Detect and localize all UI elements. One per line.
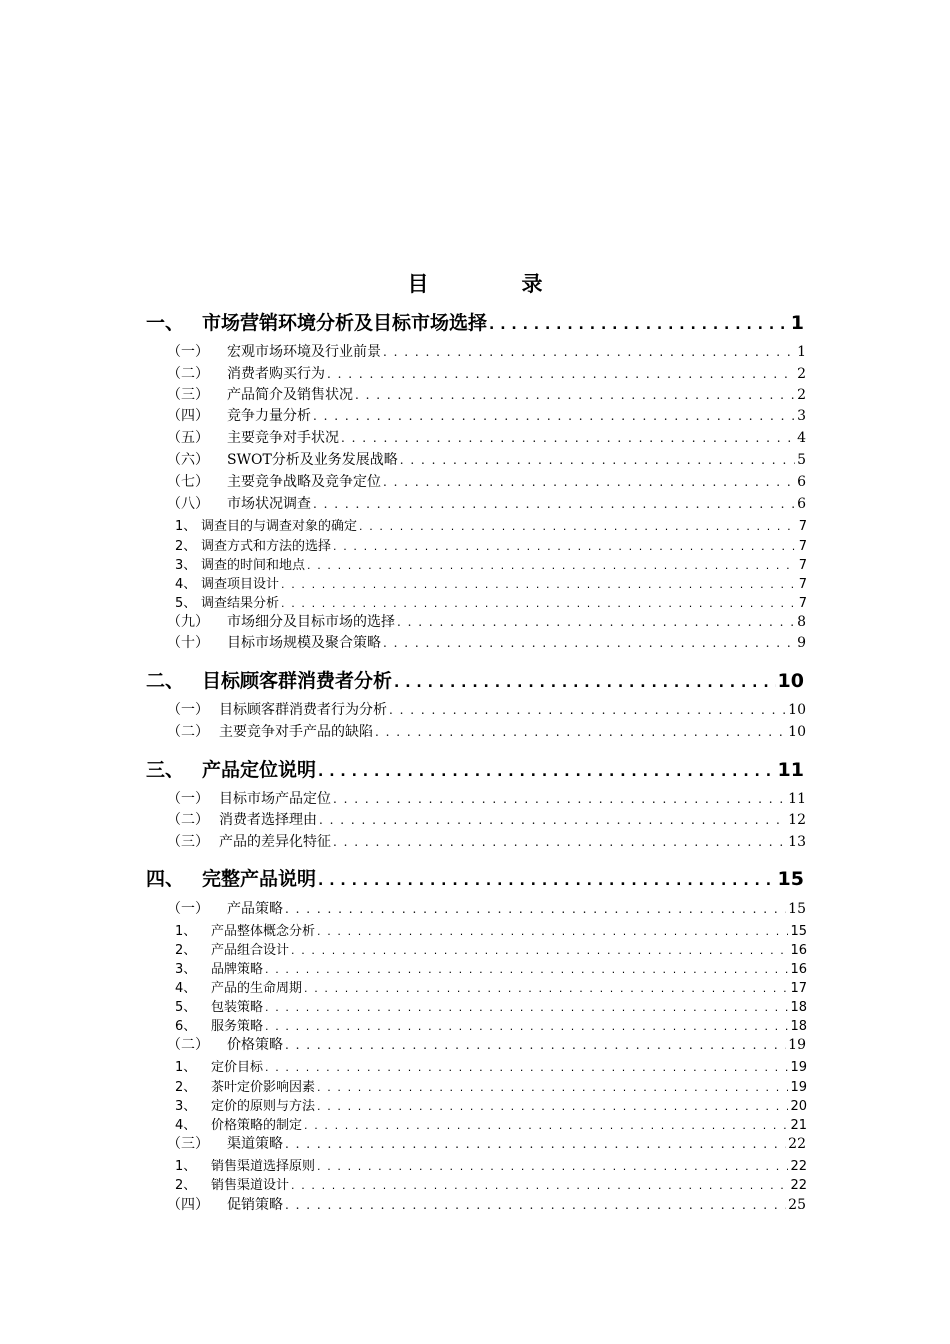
toc-entry-number: （八） — [167, 496, 209, 512]
toc-section-entry[interactable] — [167, 898, 806, 919]
toc-chapter-entry[interactable] — [146, 666, 804, 692]
toc-entry-title: 市场细分及目标市场的选择 — [227, 614, 395, 630]
toc-entry-number: 6、 — [175, 1019, 197, 1034]
toc-dot-leader — [489, 317, 789, 333]
toc-entry-number: （七） — [167, 474, 209, 490]
toc-entry-number: 3、 — [175, 558, 197, 573]
toc-page-number: 10 — [788, 702, 806, 718]
toc-entry-number: （五） — [167, 430, 209, 446]
toc-dot-leader — [318, 873, 776, 889]
toc-subsection-entry[interactable] — [175, 535, 807, 554]
toc-subsection-entry[interactable] — [175, 996, 807, 1015]
toc-dot-leader — [333, 540, 797, 553]
toc-page-number: 19 — [790, 1060, 807, 1075]
toc-page-number: 10 — [777, 670, 804, 692]
toc-dot-leader — [341, 431, 795, 445]
toc-section-entry[interactable] — [167, 427, 806, 448]
toc-entry-number: 四、 — [146, 868, 185, 890]
toc-page-number: 15 — [788, 901, 806, 917]
toc-entry-number: 4、 — [175, 577, 197, 592]
toc-entry-number: 2、 — [175, 1178, 197, 1193]
toc-section-entry[interactable] — [167, 384, 806, 405]
toc-dot-leader — [317, 925, 788, 938]
toc-dot-leader — [389, 703, 786, 717]
toc-section-entry[interactable] — [167, 831, 806, 852]
toc-entry-number: 1、 — [175, 1159, 197, 1174]
toc-entry-number: 一、 — [146, 312, 185, 334]
toc-entry-number: （二） — [167, 366, 209, 382]
toc-dot-leader — [285, 1137, 786, 1151]
toc-entry-number: （四） — [167, 1197, 209, 1213]
toc-entry-number: 三、 — [146, 759, 185, 781]
toc-page-number: 6 — [797, 496, 806, 512]
toc-entry-number: （四） — [167, 408, 209, 424]
toc-entry-title: 产品简介及销售状况 — [227, 387, 353, 403]
toc-page-number: 5 — [797, 452, 806, 468]
toc-entry-title: 调查结果分析 — [201, 596, 280, 611]
toc-dot-leader — [265, 1001, 788, 1014]
toc-section-entry[interactable] — [167, 493, 806, 514]
toc-entry-title: 市场状况调查 — [227, 496, 311, 512]
toc-page-number: 1 — [797, 344, 806, 360]
toc-subsection-entry[interactable] — [175, 1114, 807, 1133]
toc-page-number: 13 — [788, 834, 806, 850]
toc-page-number: 4 — [797, 430, 806, 446]
toc-entry-title: 渠道策略 — [227, 1136, 283, 1152]
toc-dot-leader — [319, 813, 786, 827]
toc-section-entry[interactable] — [167, 699, 806, 720]
toc-entry-title: 产品策略 — [227, 901, 283, 917]
toc-section-entry[interactable] — [167, 1194, 806, 1215]
toc-page-number: 15 — [790, 924, 807, 939]
toc-entry-title: 定价目标 — [211, 1060, 264, 1075]
toc-entry-title: 品牌策略 — [211, 962, 264, 977]
toc-entry-title: 主要竞争对手产品的缺陷 — [219, 724, 373, 740]
toc-page-number: 7 — [798, 519, 807, 534]
toc-chapter-entry[interactable] — [146, 755, 804, 781]
toc-dot-leader — [317, 1160, 788, 1173]
toc-entry-number: 3、 — [175, 962, 197, 977]
toc-page-number: 16 — [790, 943, 807, 958]
toc-entry-number: （三） — [167, 834, 209, 850]
toc-page-number: 10 — [788, 724, 806, 740]
toc-entry-number: （六） — [167, 452, 209, 468]
toc-page-number: 7 — [798, 577, 807, 592]
toc-page-number: 2 — [797, 387, 806, 403]
toc-entry-title: 调查的时间和地点 — [201, 558, 306, 573]
toc-entry-number: 二、 — [146, 670, 185, 692]
toc-page-number: 6 — [797, 474, 806, 490]
toc-entry-title: SWOT分析及业务发展战略 — [227, 452, 398, 468]
toc-entry-title: 价格策略的制定 — [211, 1118, 303, 1133]
toc-page-number: 2 — [797, 366, 806, 382]
toc-entry-number: 2、 — [175, 943, 197, 958]
toc-page-number: 22 — [790, 1178, 807, 1193]
toc-entry-number: 3、 — [175, 1099, 197, 1114]
toc-page-number: 17 — [790, 981, 807, 996]
toc-dot-leader — [383, 636, 795, 650]
toc-entry-number: 1、 — [175, 1060, 197, 1075]
toc-dot-leader — [318, 764, 776, 780]
toc-section-entry[interactable] — [167, 1034, 806, 1055]
toc-entry-number: 1、 — [175, 924, 197, 939]
toc-entry-title: 完整产品说明 — [202, 868, 317, 890]
toc-page-number: 22 — [790, 1159, 807, 1174]
toc-dot-leader — [359, 520, 797, 533]
toc-entry-title: 目标市场产品定位 — [219, 791, 331, 807]
toc-entry-number: （十） — [167, 635, 209, 651]
toc-entry-title: 市场营销环境分析及目标市场选择 — [202, 312, 488, 334]
toc-page-number: 7 — [798, 539, 807, 554]
toc-dot-leader — [383, 345, 795, 359]
toc-section-entry[interactable] — [167, 449, 806, 470]
toc-dot-leader — [285, 1038, 786, 1052]
toc-subsection-entry[interactable] — [175, 939, 807, 958]
toc-entry-title: 目标顾客群消费者行为分析 — [219, 702, 387, 718]
toc-page-number: 19 — [788, 1037, 806, 1053]
toc-section-entry[interactable] — [167, 721, 806, 742]
toc-dot-leader — [397, 615, 795, 629]
toc-page-number: 7 — [798, 558, 807, 573]
toc-dot-leader — [304, 1119, 788, 1132]
toc-entry-title: 目标市场规模及聚合策略 — [227, 635, 381, 651]
toc-dot-leader — [265, 963, 788, 976]
toc-subsection-entry[interactable] — [175, 592, 807, 611]
toc-section-entry[interactable] — [167, 363, 806, 384]
toc-entry-title: 产品定位说明 — [202, 759, 317, 781]
toc-page-number: 18 — [790, 1000, 807, 1015]
toc-section-entry[interactable] — [167, 809, 806, 830]
toc-dot-leader — [333, 792, 786, 806]
toc-page-number: 25 — [788, 1197, 806, 1213]
toc-entry-number: （二） — [167, 812, 209, 828]
toc-page-number: 8 — [797, 614, 806, 630]
toc-entry-title: 产品组合设计 — [211, 943, 290, 958]
toc-entry-title: 销售渠道选择原则 — [211, 1159, 316, 1174]
toc-entry-number: （三） — [167, 1136, 209, 1152]
toc-section-entry[interactable] — [167, 341, 806, 362]
toc-subsection-entry[interactable] — [175, 1076, 807, 1095]
toc-entry-number: （二） — [167, 1037, 209, 1053]
toc-dot-leader — [355, 388, 795, 402]
toc-entry-title: 定价的原则与方法 — [211, 1099, 316, 1114]
toc-entry-title: 主要竞争战略及竞争定位 — [227, 474, 381, 490]
toc-entry-title: 产品的生命周期 — [211, 981, 303, 996]
toc-entry-number: 4、 — [175, 981, 197, 996]
toc-subsection-entry[interactable] — [175, 573, 807, 592]
toc-dot-leader — [285, 902, 786, 916]
toc-entry-title: 消费者购买行为 — [227, 366, 325, 382]
toc-entry-title: 价格策略 — [227, 1037, 283, 1053]
toc-subsection-entry[interactable] — [175, 920, 807, 939]
toc-dot-leader — [327, 367, 795, 381]
toc-entry-title: 调查方式和方法的选择 — [201, 539, 332, 554]
toc-entry-number: （一） — [167, 901, 209, 917]
toc-page-number: 9 — [797, 635, 806, 651]
toc-entry-title: 茶叶定价影响因素 — [211, 1080, 316, 1095]
toc-subsection-entry[interactable] — [175, 1155, 807, 1174]
toc-dot-leader — [317, 1081, 788, 1094]
toc-dot-leader — [281, 597, 797, 610]
toc-page-number: 18 — [790, 1019, 807, 1034]
toc-section-entry[interactable] — [167, 405, 806, 426]
toc-entry-title: 宏观市场环境及行业前景 — [227, 344, 381, 360]
toc-dot-leader — [317, 1100, 788, 1113]
toc-section-entry[interactable] — [167, 471, 806, 492]
toc-entry-number: （一） — [167, 344, 209, 360]
toc-subsection-entry[interactable] — [175, 554, 807, 573]
toc-entry-title: 主要竞争对手状况 — [227, 430, 339, 446]
toc-page-number: 3 — [797, 408, 806, 424]
toc-dot-leader — [281, 578, 797, 591]
toc-subsection-entry[interactable] — [175, 977, 807, 996]
toc-dot-leader — [265, 1061, 788, 1074]
toc-title: 目 录 — [407, 272, 579, 296]
toc-entry-title: 目标顾客群消费者分析 — [202, 670, 393, 692]
toc-page-number: 1 — [790, 312, 804, 334]
toc-entry-title: 调查项目设计 — [201, 577, 280, 592]
toc-entry-title: 产品整体概念分析 — [211, 924, 316, 939]
toc-dot-leader — [400, 453, 795, 467]
toc-page-number: 20 — [790, 1099, 807, 1114]
toc-entry-title: 竞争力量分析 — [227, 408, 311, 424]
toc-page-number: 22 — [788, 1136, 806, 1152]
toc-page-number: 21 — [790, 1118, 807, 1133]
toc-page-number: 11 — [788, 791, 806, 807]
toc-dot-leader — [304, 982, 788, 995]
toc-subsection-entry[interactable] — [175, 515, 807, 534]
toc-dot-leader — [265, 1020, 788, 1033]
toc-page-number: 12 — [788, 812, 806, 828]
toc-section-entry[interactable] — [167, 1133, 806, 1154]
toc-entry-number: （一） — [167, 702, 209, 718]
toc-dot-leader — [291, 944, 788, 957]
toc-subsection-entry[interactable] — [175, 1056, 807, 1075]
toc-subsection-entry[interactable] — [175, 1095, 807, 1114]
toc-page-number: 16 — [790, 962, 807, 977]
toc-entry-number: （三） — [167, 387, 209, 403]
toc-dot-leader — [333, 835, 786, 849]
toc-entry-number: （九） — [167, 614, 209, 630]
toc-dot-leader — [313, 497, 795, 511]
toc-entry-title: 调查目的与调查对象的确定 — [201, 519, 358, 534]
toc-entry-title: 促销策略 — [227, 1197, 283, 1213]
toc-subsection-entry[interactable] — [175, 1015, 807, 1034]
toc-dot-leader — [291, 1179, 788, 1192]
toc-page-number: 11 — [777, 759, 804, 781]
toc-page-number: 19 — [790, 1080, 807, 1095]
toc-dot-leader — [285, 1198, 786, 1212]
toc-entry-number: 5、 — [175, 596, 197, 611]
toc-subsection-entry[interactable] — [175, 958, 807, 977]
toc-dot-leader — [383, 475, 795, 489]
toc-chapter-entry[interactable] — [146, 864, 804, 890]
toc-chapter-entry[interactable] — [146, 308, 804, 334]
toc-entry-title: 产品的差异化特征 — [219, 834, 331, 850]
toc-page-number: 7 — [798, 596, 807, 611]
toc-section-entry[interactable] — [167, 611, 806, 632]
toc-entry-number: 1、 — [175, 519, 197, 534]
toc-section-entry[interactable] — [167, 632, 806, 653]
toc-subsection-entry[interactable] — [175, 1174, 807, 1193]
toc-entry-number: （一） — [167, 791, 209, 807]
toc-dot-leader — [394, 675, 776, 691]
toc-entry-title: 销售渠道设计 — [211, 1178, 290, 1193]
toc-entry-number: 2、 — [175, 1080, 197, 1095]
toc-dot-leader — [307, 559, 797, 572]
toc-entry-number: 4、 — [175, 1118, 197, 1133]
toc-entry-title: 服务策略 — [211, 1019, 264, 1034]
toc-dot-leader — [313, 409, 795, 423]
toc-page-number: 15 — [777, 868, 804, 890]
toc-dot-leader — [375, 725, 786, 739]
toc-entry-number: （二） — [167, 724, 209, 740]
toc-entry-number: 5、 — [175, 1000, 197, 1015]
toc-entry-title: 消费者选择理由 — [219, 812, 317, 828]
toc-entry-number: 2、 — [175, 539, 197, 554]
toc-entry-title: 包装策略 — [211, 1000, 264, 1015]
toc-section-entry[interactable] — [167, 788, 806, 809]
